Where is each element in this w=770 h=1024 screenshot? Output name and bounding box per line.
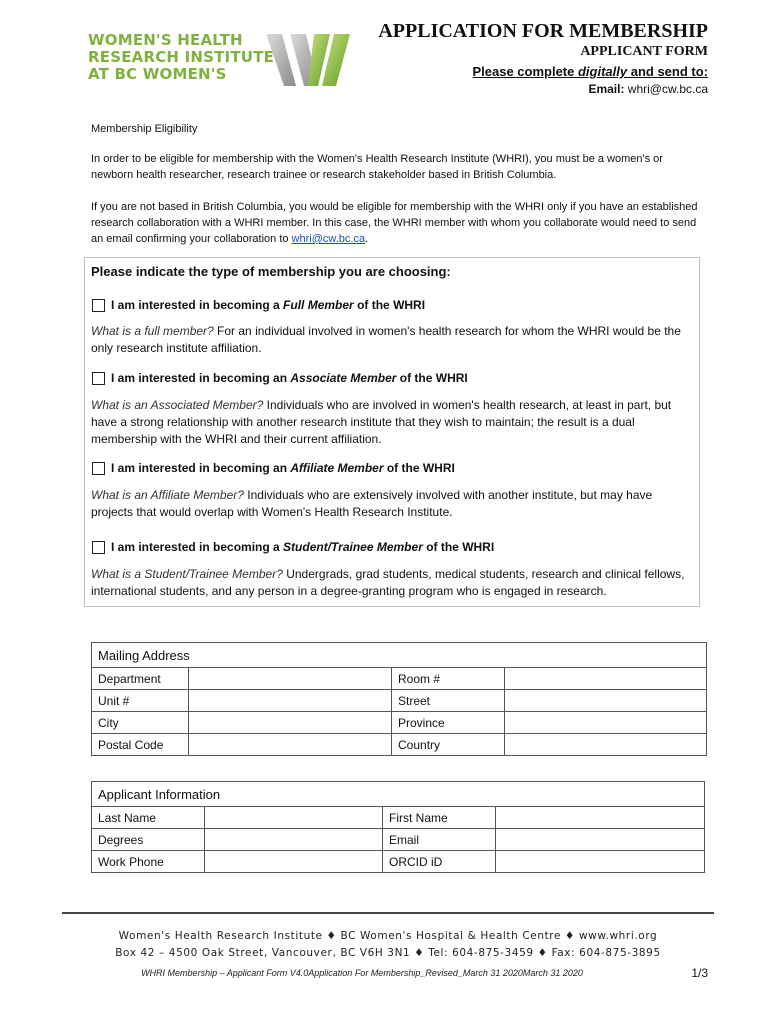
- last-name-field[interactable]: [205, 807, 383, 829]
- option-affiliate-member[interactable]: [92, 461, 455, 475]
- student-member-description: [91, 566, 691, 600]
- form-title: APPLICATION FOR MEMBERSHIP: [378, 20, 708, 42]
- table-row: [92, 807, 705, 829]
- whri-email-link[interactable]: whri@cw.bc.ca: [291, 233, 366, 245]
- degrees-label: Degrees: [92, 829, 205, 851]
- unit-label: Unit #: [92, 690, 189, 712]
- city-label: City: [92, 712, 189, 734]
- associate-member-description: [91, 397, 691, 448]
- first-name-field[interactable]: [496, 807, 705, 829]
- desc-question: What is a full member?: [91, 324, 214, 338]
- street-label: Street: [392, 690, 505, 712]
- city-field[interactable]: [189, 712, 392, 734]
- footer-divider: [62, 912, 714, 914]
- option-post: of the WHRI: [383, 461, 455, 475]
- desc-question: What is an Associated Member?: [91, 398, 264, 412]
- submit-instruction: [472, 64, 708, 79]
- option-pre: I am interested in becoming a: [111, 540, 284, 554]
- desc-text: Individuals who are involved in women's health research, at least in part, but have a strong relationship with another research institute that they wish to maintain; the result is a dual membership with the WHRI and their current affiliation.: [91, 398, 672, 446]
- table-row: [92, 734, 707, 756]
- work-phone-field[interactable]: [205, 851, 383, 873]
- applicant-title: Applicant Information: [92, 782, 705, 807]
- department-label: Department: [92, 668, 189, 690]
- full-member-checkbox[interactable]: [92, 299, 105, 312]
- option-text: [111, 540, 494, 554]
- eligibility-heading: Membership Eligibility: [91, 123, 198, 135]
- option-pre: I am interested in becoming an: [111, 461, 291, 475]
- degrees-field[interactable]: [205, 829, 383, 851]
- desc-text: Individuals who are extensively involved with another institute, but may have projects that would overlap with Women's Health Research Institute.: [91, 488, 653, 519]
- table-row: [92, 690, 707, 712]
- work-phone-label: Work Phone: [92, 851, 205, 873]
- option-text: [111, 298, 425, 312]
- country-label: Country: [392, 734, 505, 756]
- logo-line-3: AT BC WOMEN'S: [88, 65, 227, 83]
- page-number: 1/3: [691, 966, 708, 980]
- footer-line-2: Box 42 – 4500 Oak Street, Vancouver, BC V6H 3N1 ♦ Tel: 604-875-3459 ♦ Fax: 604-875-3895: [115, 947, 661, 959]
- instruction-em: digitally: [577, 64, 628, 79]
- mailing-address-table: [91, 642, 707, 756]
- logo-wordmark: [88, 32, 274, 83]
- province-field[interactable]: [505, 712, 707, 734]
- form-subtitle: APPLICANT FORM: [580, 44, 708, 59]
- email-field-label: Email: [383, 829, 496, 851]
- option-type: Student/Trainee Member: [283, 540, 423, 554]
- option-text: [111, 371, 468, 385]
- affiliate-member-description: [91, 487, 691, 521]
- desc-text: Undergrads, grad students, medical students, research and clinical fellows, international students, and any person in a degree-granting program who is engaged in research.: [91, 567, 685, 598]
- eligibility-para-2: [91, 199, 701, 247]
- option-text: [111, 461, 455, 475]
- option-post: of the WHRI: [396, 371, 468, 385]
- table-row: [92, 668, 707, 690]
- instruction-post: and send to:: [627, 64, 708, 79]
- option-full-member[interactable]: [92, 298, 425, 312]
- associate-member-checkbox[interactable]: [92, 372, 105, 385]
- option-type: Affiliate Member: [290, 461, 384, 475]
- postal-code-field[interactable]: [189, 734, 392, 756]
- postal-code-label: Postal Code: [92, 734, 189, 756]
- street-field[interactable]: [505, 690, 707, 712]
- first-name-label: First Name: [383, 807, 496, 829]
- option-post: of the WHRI: [353, 298, 426, 312]
- option-pre: I am interested in becoming an: [111, 371, 291, 385]
- country-field[interactable]: [505, 734, 707, 756]
- logo-line-2: RESEARCH INSTITUTE: [88, 48, 275, 66]
- footer-line-1: Women's Health Research Institute ♦ BC Women's Hospital & Health Centre ♦ www.whri.org: [118, 930, 658, 942]
- orcid-field[interactable]: [496, 851, 705, 873]
- option-type: Full Member: [283, 298, 354, 312]
- instruction-pre: Please complete: [472, 64, 578, 79]
- room-label: Room #: [392, 668, 505, 690]
- applicant-info-table: [91, 781, 705, 873]
- membership-title: Please indicate the type of membership you are choosing:: [91, 264, 451, 279]
- submit-email: [588, 82, 708, 96]
- desc-text: For an individual involved in women's health research for whom the WHRI would be the only research institute affiliation.: [91, 324, 681, 355]
- option-post: of the WHRI: [422, 540, 495, 554]
- option-student-member[interactable]: [92, 540, 494, 554]
- option-associate-member[interactable]: [92, 371, 468, 385]
- eligibility-para-1: In order to be eligible for membership with the Women's Health Research Institute (WHRI), you must be a women's or newborn health researcher, research trainee or research stakeholder based in British Columbia.: [91, 153, 663, 181]
- email-value: whri@cw.bc.ca: [627, 82, 708, 96]
- unit-field[interactable]: [189, 690, 392, 712]
- w-logo-icon: [264, 30, 352, 88]
- table-row: [92, 712, 707, 734]
- table-row: [92, 829, 705, 851]
- room-field[interactable]: [505, 668, 707, 690]
- orcid-label: ORCID iD: [383, 851, 496, 873]
- para2-end: .: [365, 233, 369, 245]
- full-member-description: [91, 323, 691, 357]
- province-label: Province: [392, 712, 505, 734]
- email-label: Email:: [588, 82, 625, 96]
- option-type: Associate Member: [290, 371, 397, 385]
- table-row: [92, 851, 705, 873]
- email-field[interactable]: [496, 829, 705, 851]
- para2-text: If you are not based in British Columbia, you would be eligible for membership with the WHRI only if you have an established research collaboration with a WHRI member. In this case, the WHRI member with whom you collaborate would need to send an email confirming your collaboration to: [91, 201, 698, 245]
- mailing-title: Mailing Address: [92, 643, 707, 668]
- desc-question: What is an Affiliate Member?: [91, 488, 244, 502]
- desc-question: What is a Student/Trainee Member?: [91, 567, 283, 581]
- affiliate-member-checkbox[interactable]: [92, 462, 105, 475]
- footer-revision: WHRI Membership – Applicant Form V4.0Application For Membership_Revised_March 31 2020March 31 2020: [141, 968, 583, 978]
- student-member-checkbox[interactable]: [92, 541, 105, 554]
- last-name-label: Last Name: [92, 807, 205, 829]
- department-field[interactable]: [189, 668, 392, 690]
- logo-line-1: WOMEN'S HEALTH: [88, 31, 243, 49]
- option-pre: I am interested in becoming a: [111, 298, 284, 312]
